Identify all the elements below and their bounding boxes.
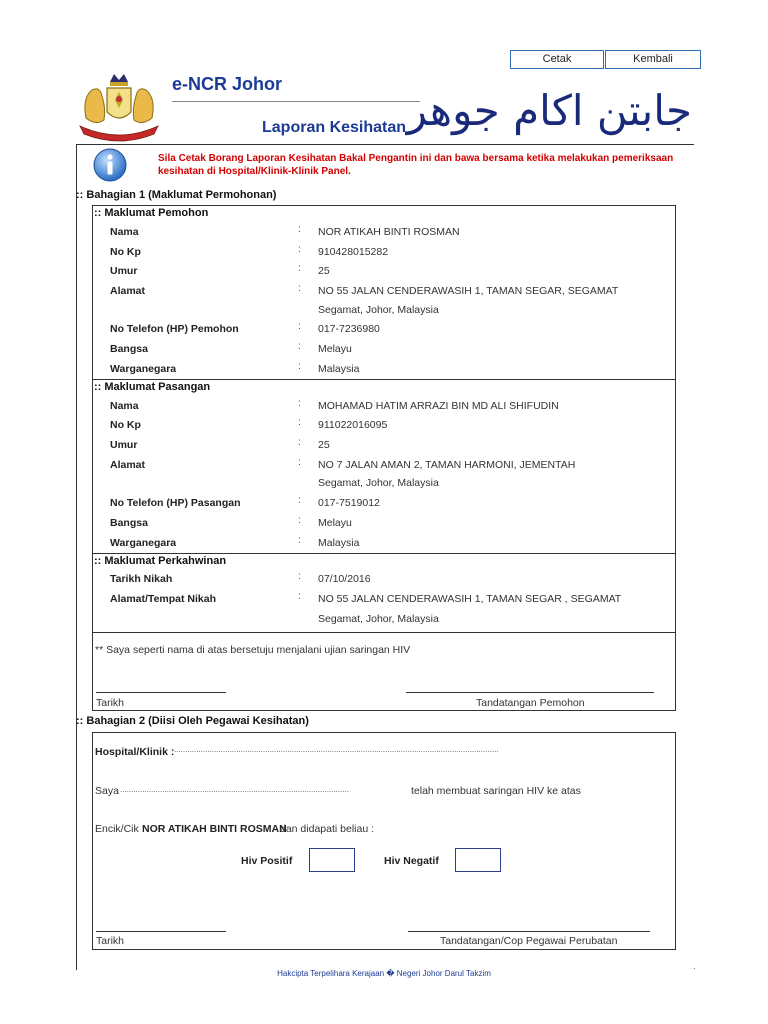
encik-name: NOR ATIKAH BINTI ROSMAN	[142, 823, 287, 835]
applicant-address-value: NO 55 JALAN CENDERAWASIH 1, TAMAN SEGAR, SEGAMAT	[318, 285, 619, 297]
partner-ic-value: 911022016095	[318, 419, 388, 431]
partner-race-label: Bangsa	[110, 517, 148, 529]
partner-name-label: Nama	[110, 400, 139, 412]
header-rule	[76, 144, 694, 145]
applicant-address-value-2: Segamat, Johor, Malaysia	[318, 304, 439, 316]
partner-race-value: Melayu	[318, 517, 352, 529]
partner-address-value: NO 7 JALAN AMAN 2, TAMAN HARMONI, JEMENTAH	[318, 459, 576, 471]
part2-box	[92, 732, 676, 950]
part1-title: :: Bahagian 1 (Maklumat Permohonan)	[76, 189, 277, 201]
part1-divider-marriage	[92, 553, 676, 554]
colon: :	[298, 591, 301, 602]
partner-heading: :: Maklumat Pasangan	[94, 381, 211, 393]
colon: :	[298, 283, 301, 294]
colon: :	[298, 535, 301, 546]
notice-text: Sila Cetak Borang Laporan Kesihatan Bakal Pengantin ini dan bawa bersama ketika melakukan pemeriksaan kesihatan di Hospital/Klinik-Klinik Panel.	[158, 153, 674, 177]
hospital-dots: ..................................................................................................................................................	[174, 745, 499, 754]
applicant-phone-value: 017-7236980	[318, 323, 380, 335]
applicant-heading: :: Maklumat Pemohon	[94, 207, 209, 219]
johor-crest-logo	[74, 68, 164, 144]
applicant-ic-value: 910428015282	[318, 246, 389, 258]
part1-box	[92, 205, 676, 711]
applicant-ic-label: No Kp	[110, 246, 141, 258]
officer-signature-line	[408, 931, 650, 932]
colon: :	[298, 417, 301, 428]
colon: :	[298, 263, 301, 274]
part2-date-line	[96, 931, 226, 932]
colon: :	[298, 341, 301, 352]
partner-ic-label: No Kp	[110, 419, 141, 431]
officer-signature-label: Tandatangan/Cop Pegawai Perubatan	[440, 935, 618, 947]
footer-dot: ·	[693, 964, 696, 973]
info-icon	[92, 147, 128, 183]
date-signature-line	[96, 692, 226, 693]
applicant-age-value: 25	[318, 265, 330, 277]
applicant-race-value: Melayu	[318, 343, 352, 355]
part1-signature-label: Tandatangan Pemohon	[476, 697, 585, 709]
partner-phone-value: 017-7519012	[318, 497, 380, 509]
partner-nationality-value: Malaysia	[318, 537, 360, 549]
hiv-positive-label: Hiv Positif	[241, 855, 293, 867]
title-divider	[172, 101, 420, 102]
applicant-name-label: Nama	[110, 226, 139, 238]
colon: :	[298, 437, 301, 448]
part1-divider-consent	[92, 632, 676, 633]
left-rule	[76, 144, 77, 970]
hospital-label: Hospital/Klinik :	[95, 746, 175, 758]
encik-prefix: Encik/Cik	[95, 823, 139, 835]
applicant-race-label: Bangsa	[110, 343, 148, 355]
page-title: Laporan Kesihatan	[262, 119, 407, 136]
applicant-nationality-value: Malaysia	[318, 363, 360, 375]
part1-date-label: Tarikh	[96, 697, 125, 709]
partner-address-value-2: Segamat, Johor, Malaysia	[318, 477, 439, 489]
hiv-negative-checkbox[interactable]	[455, 848, 501, 872]
marriage-place-value-2: Segamat, Johor, Malaysia	[318, 613, 439, 625]
saya-dots: .......................................................................................................	[120, 785, 349, 794]
partner-nationality-label: Warganegara	[110, 537, 177, 549]
applicant-age-label: Umur	[110, 265, 138, 277]
marriage-date-value: 07/10/2016	[318, 573, 371, 585]
applicant-nationality-label: Warganegara	[110, 363, 177, 375]
colon: :	[298, 495, 301, 506]
marriage-place-label: Alamat/Tempat Nikah	[110, 593, 216, 605]
colon: :	[298, 244, 301, 255]
colon: :	[298, 571, 301, 582]
partner-age-value: 25	[318, 439, 330, 451]
johor-calligraphy: جابتن اكام جوهر	[406, 86, 692, 135]
part2-title: :: Bahagian 2 (Diisi Oleh Pegawai Kesihatan)	[76, 715, 309, 727]
saya-suffix: telah membuat saringan HIV ke atas	[411, 785, 581, 797]
print-button[interactable]: Cetak	[510, 50, 604, 69]
encik-suffix: dan didapati beliau :	[280, 823, 374, 835]
marriage-date-label: Tarikh Nikah	[110, 573, 173, 585]
part2-date-label: Tarikh	[96, 935, 125, 947]
colon: :	[298, 515, 301, 526]
colon: :	[298, 224, 301, 235]
footer-copyright: Hakcipta Terpelihara Kerajaan � Negeri Johor Darul Takzim	[277, 969, 491, 978]
back-button[interactable]: Kembali	[605, 50, 701, 69]
saya-label: Saya	[95, 785, 119, 797]
colon: :	[298, 457, 301, 468]
applicant-phone-label: No Telefon (HP) Pemohon	[110, 323, 239, 335]
partner-name-value: MOHAMAD HATIM ARRAZI BIN MD ALI SHIFUDIN	[318, 400, 559, 412]
hiv-negative-label: Hiv Negatif	[384, 855, 439, 867]
colon: :	[298, 398, 301, 409]
marriage-place-value: NO 55 JALAN CENDERAWASIH 1, TAMAN SEGAR , SEGAMAT	[318, 593, 622, 605]
part1-divider-partner	[92, 379, 676, 380]
marriage-heading: :: Maklumat Perkahwinan	[94, 555, 227, 567]
applicant-signature-line	[406, 692, 654, 693]
hiv-positive-checkbox[interactable]	[309, 848, 355, 872]
consent-text: ** Saya seperti nama di atas bersetuju menjalani ujian saringan HIV	[95, 644, 411, 656]
applicant-name-value: NOR ATIKAH BINTI ROSMAN	[318, 226, 460, 238]
partner-address-label: Alamat	[110, 459, 146, 471]
partner-phone-label: No Telefon (HP) Pasangan	[110, 497, 241, 509]
colon: :	[298, 361, 301, 372]
partner-age-label: Umur	[110, 439, 138, 451]
colon: :	[298, 321, 301, 332]
app-title: e-NCR Johor	[172, 74, 283, 94]
applicant-address-label: Alamat	[110, 285, 146, 297]
